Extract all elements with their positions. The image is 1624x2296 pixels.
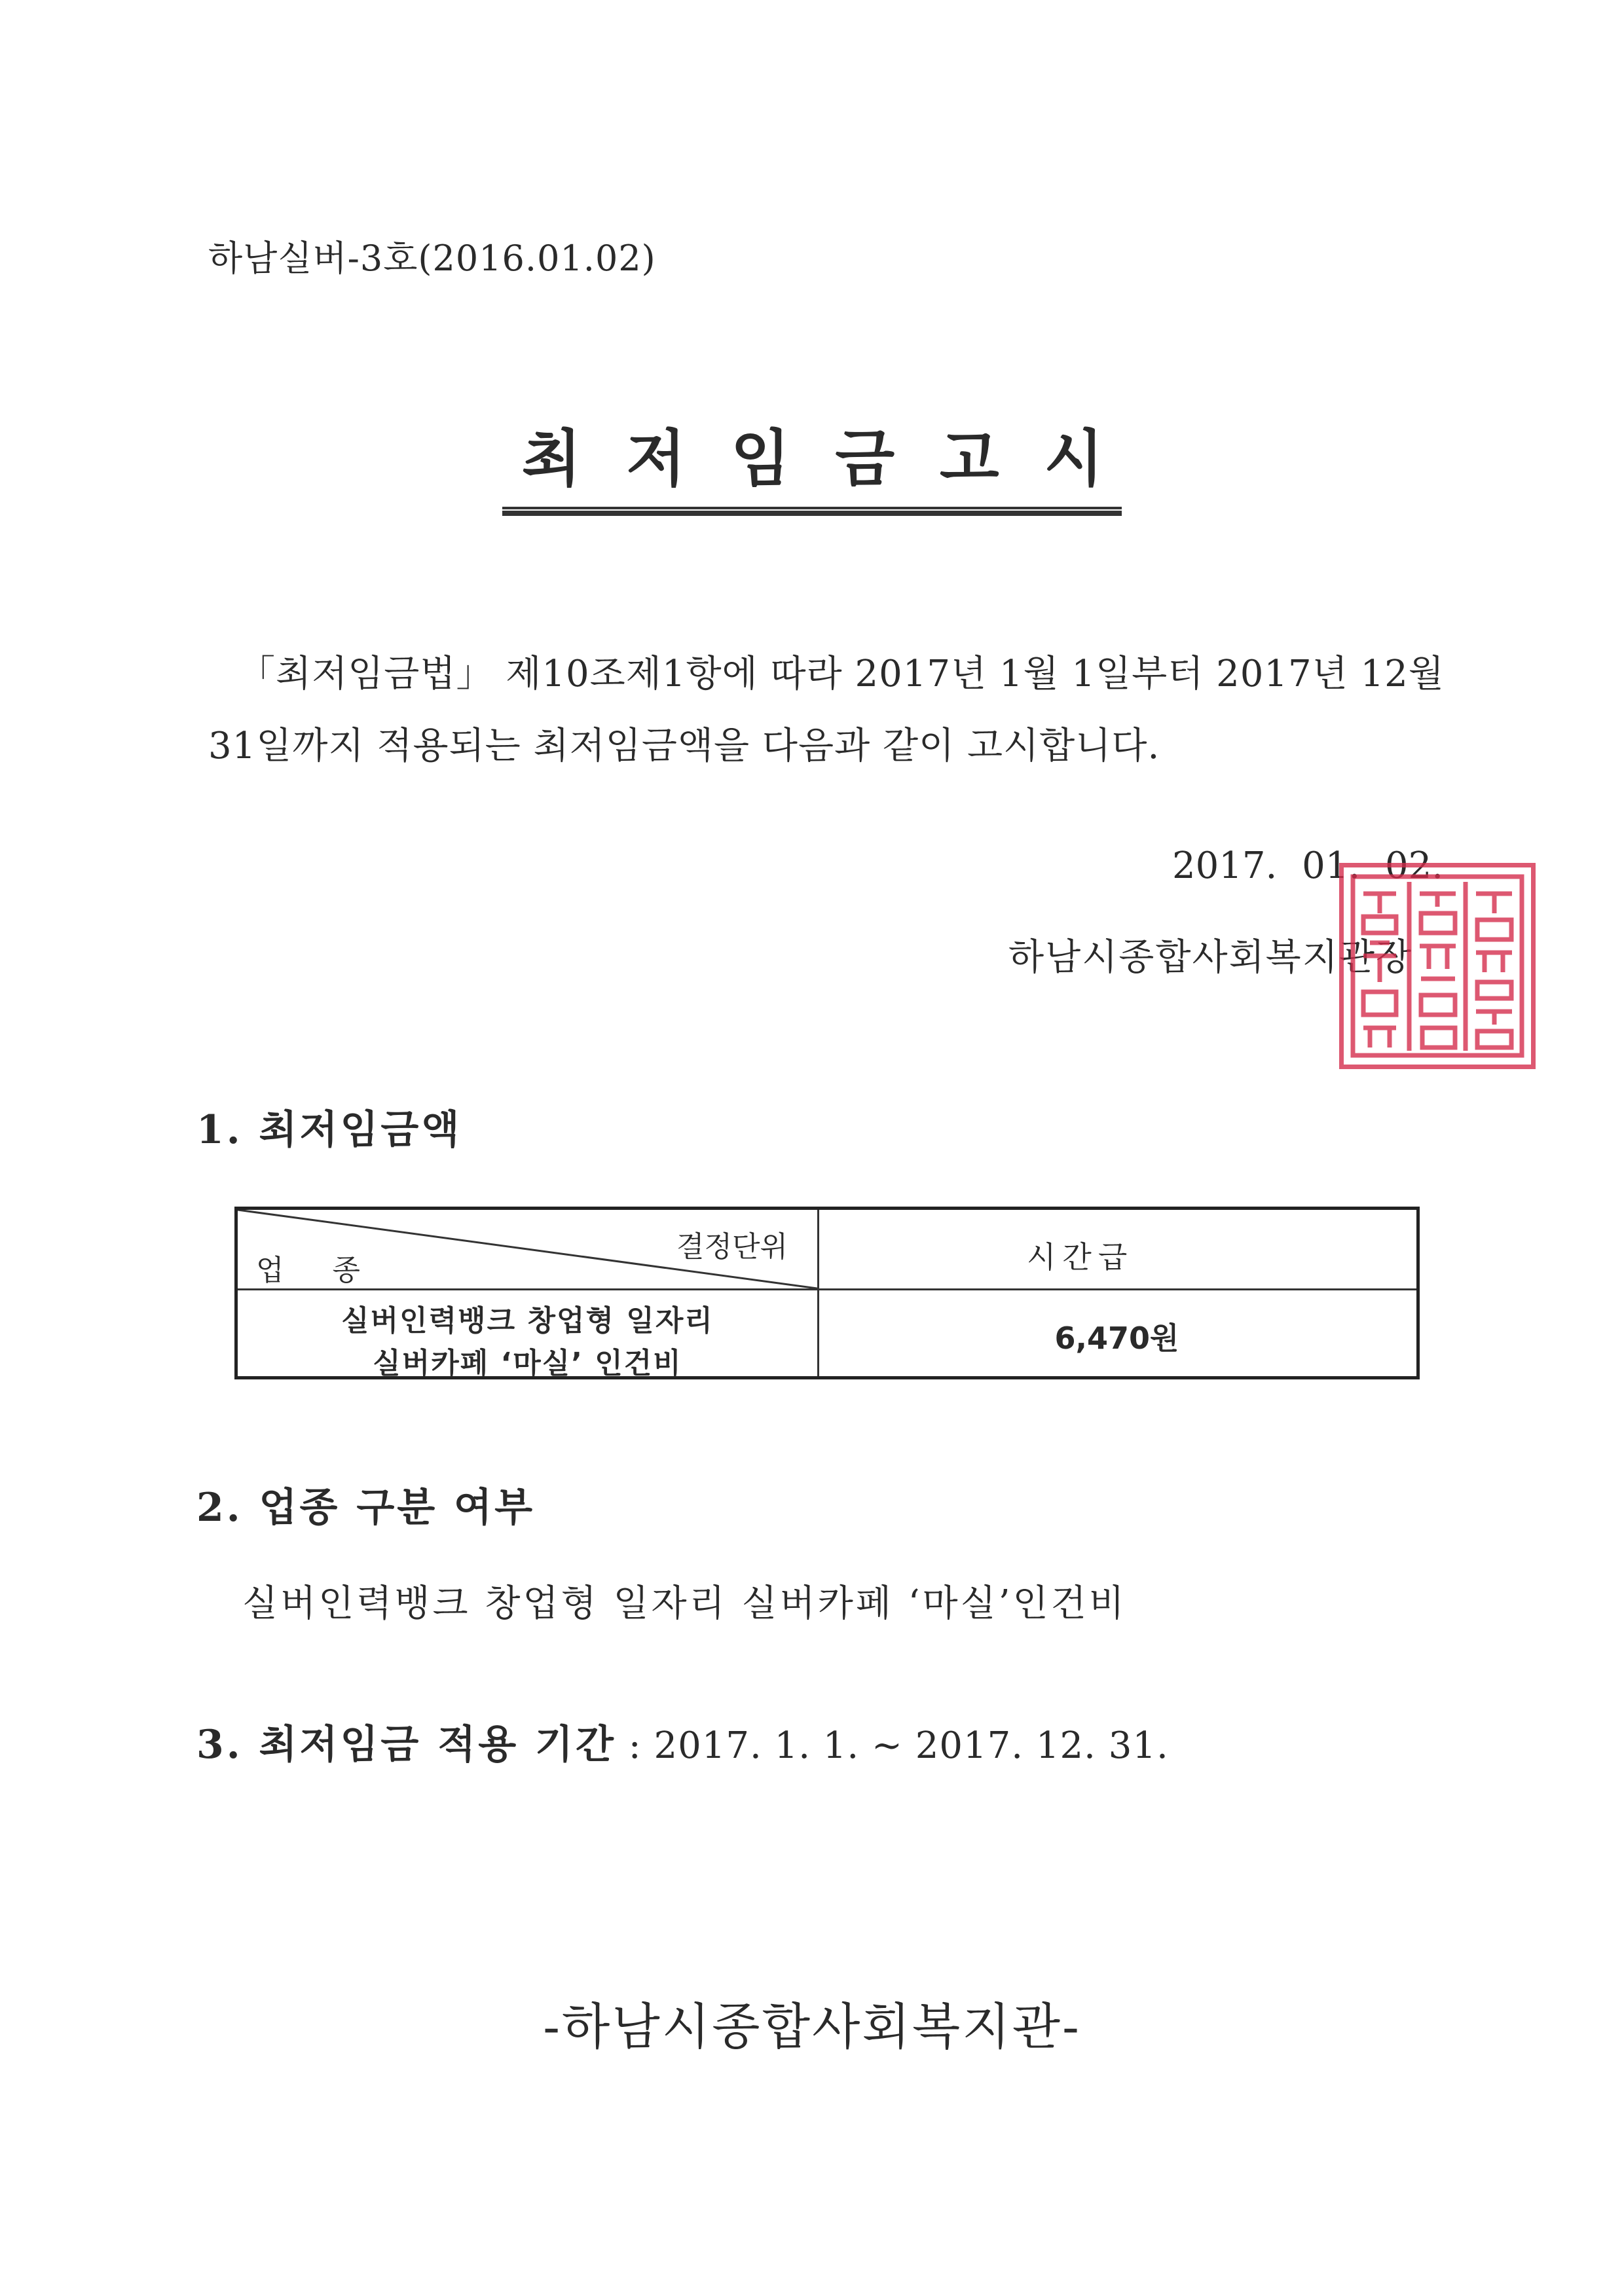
table-row-divider — [238, 1288, 1416, 1290]
table-row-amount: 6,470원 — [1054, 1321, 1179, 1356]
notice-date: 2017. 01. 02. — [1172, 845, 1444, 887]
section-3-period: : 2017. 1. 1. ~ 2017. 12. 31. — [616, 1724, 1169, 1767]
issuer-name: 하남시종합사회복지관장 — [1008, 936, 1413, 979]
minimum-wage-table — [234, 1207, 1420, 1379]
notice-body-line-1: 「최저임금법」 제10조제1항에 따라 2017년 1월 1일부터 2017년 12월 — [238, 653, 1445, 695]
document-number: 하남실버-3호(2016.01.02) — [208, 238, 656, 279]
section-3-line — [196, 1713, 1169, 1770]
seal-graphic-icon — [1344, 867, 1531, 1065]
footer-organization: -하남시종합사회복지관- — [543, 1997, 1081, 2056]
table-row-name-line-2: 실버카페 ‘마실’ 인건비 — [373, 1347, 682, 1380]
notice-body-line-2: 31일까지 적용되는 최저임금액을 다음과 같이 고시합니다. — [208, 725, 1160, 767]
section-1-heading: 1. 최저임금액 — [196, 1107, 462, 1153]
title-wrapper — [0, 409, 1624, 509]
section-2-heading: 2. 업종 구분 여부 — [196, 1485, 536, 1531]
table-header-type: 업 종 — [256, 1254, 360, 1287]
table-header-unit: 결정단위 — [676, 1230, 788, 1264]
table-row-name-line-1: 실버인력뱅크 창업형 일자리 — [341, 1304, 714, 1338]
table-header-hourly: 시간급 — [1027, 1239, 1134, 1275]
official-seal-stamp — [1339, 863, 1536, 1069]
section-3-heading: 3. 최저임금 적용 기간 — [196, 1722, 616, 1768]
page-title: 최 저 임 금 고 시 — [502, 409, 1122, 509]
section-2-text: 실버인력뱅크 창업형 일자리 실버카페 ‘마실’인건비 — [242, 1582, 1127, 1625]
